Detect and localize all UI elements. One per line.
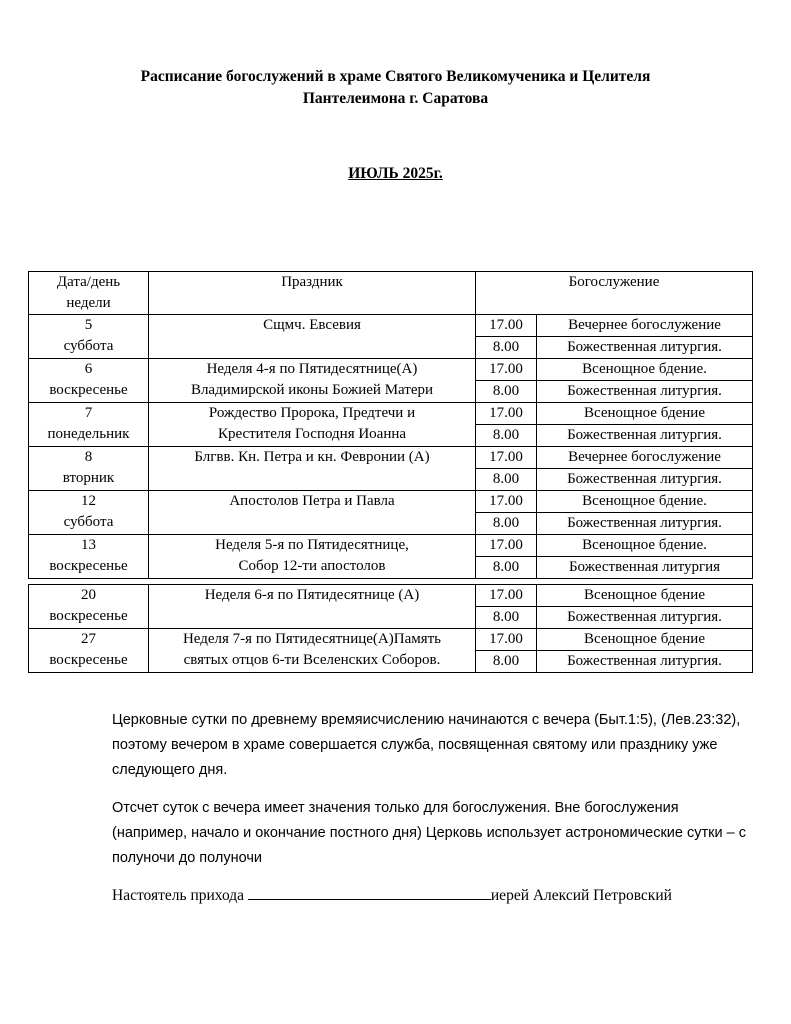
evening-time: 17.00 [476,629,537,651]
morning-service: Божественная литургия. [537,651,753,673]
evening-time: 17.00 [476,403,537,425]
evening-time: 17.00 [476,535,537,557]
signature-blank [248,885,491,900]
morning-service: Божественная литургия [537,557,753,579]
evening-service: Всенощное бдение [537,403,753,425]
morning-service: Божественная литургия. [537,337,753,359]
evening-time: 17.00 [476,447,537,469]
table-row [29,315,753,337]
evening-service: Вечернее богослужение [537,447,753,469]
table-row [29,585,753,607]
table-row [29,447,753,469]
table-header-row [29,272,753,315]
evening-service: Всенощное бдение. [537,535,753,557]
date-cell: 27 воскресенье [29,629,149,673]
header-date: Дата/день недели [29,272,149,315]
evening-service: Всенощное бдение [537,629,753,651]
table-row [29,535,753,557]
morning-time: 8.00 [476,425,537,447]
feast-cell: Рождество Пророка, Предтечи и Крестителя Господня Иоанна [149,403,476,447]
feast-cell: Неделя 5-я по Пятидесятнице, Собор 12-ти апостолов [149,535,476,579]
morning-time: 8.00 [476,469,537,491]
morning-time: 8.00 [476,381,537,403]
morning-time: 8.00 [476,607,537,629]
month-label: ИЮЛЬ 2025г. [348,165,443,182]
morning-service: Божественная литургия. [537,607,753,629]
month-heading [0,165,791,183]
date-cell: 13 воскресенье [29,535,149,579]
note-church-day: Церковные сутки по древнему времяисчислению начинаются с вечера (Быт.1:5), (Лев.23:32), поэтому вечером в храме совершается служба, посвященная святому или празднику уже следующего дня. [112,712,741,778]
morning-service: Божественная литургия. [537,469,753,491]
header-service: Богослужение [476,272,753,315]
morning-time: 8.00 [476,513,537,535]
date-cell: 12 суббота [29,491,149,535]
feast-cell: Неделя 7-я по Пятидесятнице(А)Память святых отцов 6-ти Вселенских Соборов. [149,629,476,673]
evening-time: 17.00 [476,491,537,513]
signature-line [112,885,752,905]
table-row [29,491,753,513]
morning-service: Божественная литургия. [537,513,753,535]
evening-time: 17.00 [476,315,537,337]
evening-time: 17.00 [476,585,537,607]
page-title [60,66,731,110]
date-cell: 8 вторник [29,447,149,491]
feast-cell: Неделя 6-я по Пятидесятнице (А) [149,585,476,629]
morning-service: Божественная литургия. [537,381,753,403]
date-cell: 5 суббота [29,315,149,359]
signature-prefix: Настоятель прихода [112,887,245,904]
title-line-1: Расписание богослужений в храме Святого Великомученика и Целителя [140,68,651,85]
title-line-2: Пантелеимона г. Саратова [302,90,489,107]
date-cell: 7 понедельник [29,403,149,447]
date-cell: 6 воскресенье [29,359,149,403]
morning-time: 8.00 [476,651,537,673]
table-row [29,629,753,651]
note-day-count: Отсчет суток с вечера имеет значения только для богослужения. Вне богослужения (например, начало и окончание постного дня) Церковь использует астрономические сутки – с полуночи до полуночи [112,800,746,866]
table-row [29,403,753,425]
schedule-table-2 [28,584,753,673]
evening-service: Всенощное бдение [537,585,753,607]
schedule-table-1 [28,271,753,579]
evening-time: 17.00 [476,359,537,381]
evening-service: Всенощное бдение. [537,491,753,513]
table-row [29,359,753,381]
date-cell: 20 воскресенье [29,585,149,629]
evening-service: Вечернее богослужение [537,315,753,337]
morning-time: 8.00 [476,557,537,579]
feast-cell: Неделя 4-я по Пятидесятнице(А) Владимирской иконы Божией Матери [149,359,476,403]
feast-cell: Блгвв. Кн. Петра и кн. Февронии (А) [149,447,476,491]
morning-time: 8.00 [476,337,537,359]
feast-cell: Сщмч. Евсевия [149,315,476,359]
evening-service: Всенощное бдение. [537,359,753,381]
morning-service: Божественная литургия. [537,425,753,447]
feast-cell: Апостолов Петра и Павла [149,491,476,535]
header-feast: Праздник [149,272,476,315]
signature-name: иерей Алексий Петровский [490,887,672,904]
